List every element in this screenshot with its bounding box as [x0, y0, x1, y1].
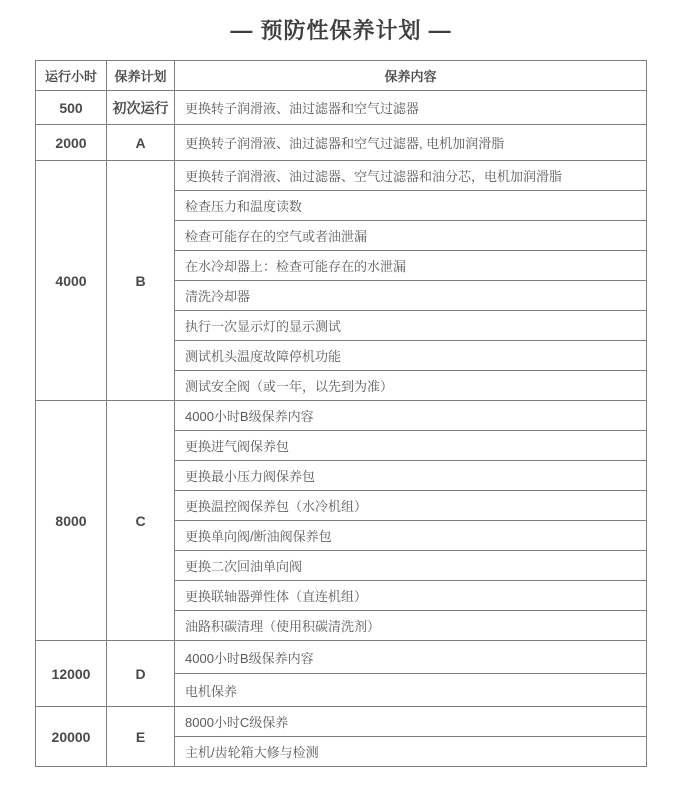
item-cell: 更换温控阀保养包（水冷机组）: [175, 491, 647, 521]
plan-cell-c: C: [107, 401, 175, 641]
item-cell: 8000小时C级保养: [175, 707, 647, 737]
item-cell: 清洗冷却器: [175, 281, 647, 311]
plan-cell-b: B: [107, 161, 175, 401]
col-header-content: 保养内容: [175, 61, 647, 91]
table-row: [36, 91, 647, 125]
table-header-row: [36, 61, 647, 91]
hours-cell-20000: 20000: [36, 707, 107, 767]
plan-cell-initial: 初次运行: [107, 91, 175, 125]
item-cell: 更换转子润滑液、油过滤器和空气过滤器, 电机加润滑脂: [175, 125, 647, 161]
plan-cell-a: A: [107, 125, 175, 161]
table-row: [36, 161, 647, 191]
item-cell: 更换最小压力阀保养包: [175, 461, 647, 491]
table-row: [36, 641, 647, 674]
table-row: [36, 125, 647, 161]
item-cell: 更换转子润滑液、油过滤器和空气过滤器: [175, 91, 647, 125]
item-cell: 测试机头温度故障停机功能: [175, 341, 647, 371]
hours-cell-4000: 4000: [36, 161, 107, 401]
item-cell: 更换单向阀/断油阀保养包: [175, 521, 647, 551]
item-cell: 执行一次显示灯的显示测试: [175, 311, 647, 341]
hours-cell-2000: 2000: [36, 125, 107, 161]
item-cell: 更换二次回油单向阀: [175, 551, 647, 581]
item-cell: 油路积碳清理（使用积碳清洗剂）: [175, 611, 647, 641]
item-cell: 主机/齿轮箱大修与检测: [175, 737, 647, 767]
item-cell: 4000小时B级保养内容: [175, 641, 647, 674]
hours-cell-12000: 12000: [36, 641, 107, 707]
table-row: [36, 401, 647, 431]
hours-cell-8000: 8000: [36, 401, 107, 641]
item-cell: 更换转子润滑液、油过滤器、空气过滤器和油分芯，电机加润滑脂: [175, 161, 647, 191]
item-cell: 更换进气阀保养包: [175, 431, 647, 461]
item-cell: 检查可能存在的空气或者油泄漏: [175, 221, 647, 251]
hours-cell-500: 500: [36, 91, 107, 125]
item-cell: 检查压力和温度读数: [175, 191, 647, 221]
plan-cell-d: D: [107, 641, 175, 707]
page-title: — 预防性保养计划 —: [230, 18, 452, 43]
item-cell: 4000小时B级保养内容: [175, 401, 647, 431]
item-cell: 测试安全阀（或一年，以先到为准）: [175, 371, 647, 401]
col-header-plan: 保养计划: [107, 61, 175, 91]
maintenance-schedule-table: [35, 60, 647, 767]
item-cell: 电机保养: [175, 674, 647, 707]
item-cell: 在水冷却器上：检查可能存在的水泄漏: [175, 251, 647, 281]
plan-cell-e: E: [107, 707, 175, 767]
table-row: [36, 707, 647, 737]
item-cell: 更换联轴器弹性体（直连机组）: [175, 581, 647, 611]
col-header-hours: 运行小时: [36, 61, 107, 91]
